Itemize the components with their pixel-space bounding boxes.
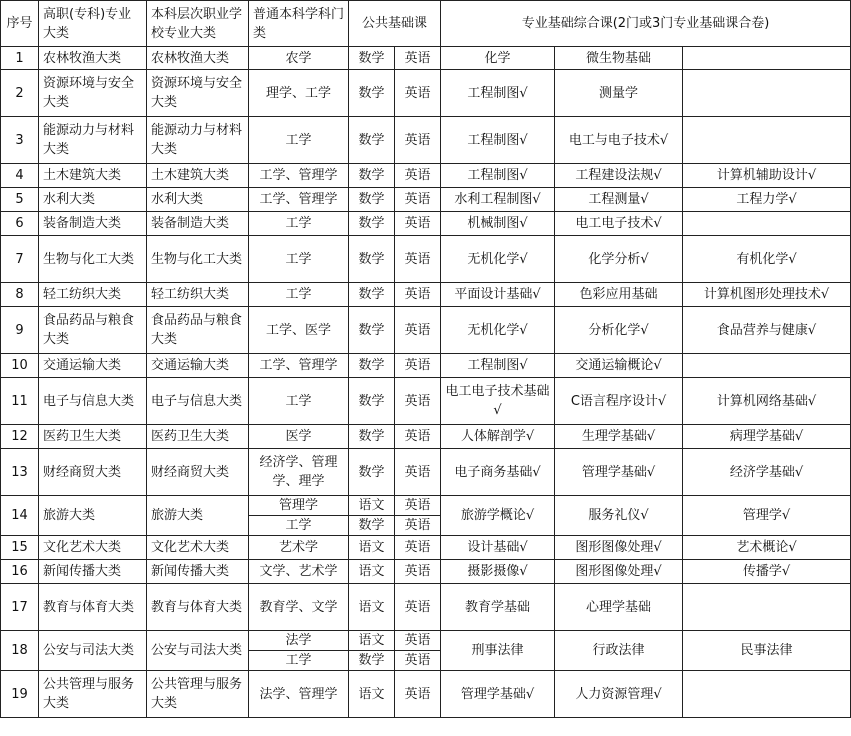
undergrad-discipline: 法学 (249, 631, 349, 651)
public-course-1: 数学 (349, 212, 395, 236)
professional-course-1: 工程制图√ (441, 117, 555, 164)
public-course-2: 英语 (395, 651, 441, 671)
public-course-1: 语文 (349, 560, 395, 584)
table-row (1, 164, 851, 188)
undergrad-vocational-category: 电子与信息大类 (147, 378, 249, 425)
vocational-category: 土木建筑大类 (39, 164, 147, 188)
professional-course-2: C语言程序设计√ (555, 378, 683, 425)
professional-course-1: 无机化学√ (441, 307, 555, 354)
header-vocational: 高职(专科)专业大类 (39, 1, 147, 47)
professional-course-3 (683, 70, 851, 117)
public-course-1: 语文 (349, 671, 395, 718)
row-number: 11 (1, 378, 39, 425)
vocational-category: 公共管理与服务大类 (39, 671, 147, 718)
row-number: 14 (1, 496, 39, 536)
table-row (1, 188, 851, 212)
professional-course-1: 电子商务基础√ (441, 449, 555, 496)
table-row (1, 449, 851, 496)
row-number: 16 (1, 560, 39, 584)
professional-course-1: 旅游学概论√ (441, 496, 555, 536)
undergrad-discipline: 经济学、管理学、理学 (249, 449, 349, 496)
public-course-2: 英语 (395, 536, 441, 560)
public-course-2: 英语 (395, 307, 441, 354)
public-course-2: 英语 (395, 560, 441, 584)
vocational-category: 资源环境与安全大类 (39, 70, 147, 117)
undergrad-discipline: 工学 (249, 378, 349, 425)
undergrad-discipline: 艺术学 (249, 536, 349, 560)
public-course-1: 数学 (349, 307, 395, 354)
professional-course-1: 化学 (441, 47, 555, 70)
professional-course-3: 计算机图形处理技术√ (683, 283, 851, 307)
public-course-1: 数学 (349, 236, 395, 283)
public-course-1: 数学 (349, 651, 395, 671)
table-row (1, 212, 851, 236)
professional-course-1: 人体解剖学√ (441, 425, 555, 449)
public-course-2: 英语 (395, 584, 441, 631)
public-course-1: 数学 (349, 449, 395, 496)
vocational-category: 轻工纺织大类 (39, 283, 147, 307)
professional-course-1: 教育学基础 (441, 584, 555, 631)
undergrad-discipline: 工学 (249, 516, 349, 536)
header-public: 公共基础课 (349, 1, 441, 47)
table-row (1, 631, 851, 651)
undergrad-vocational-category: 文化艺术大类 (147, 536, 249, 560)
professional-course-2: 图形图像处理√ (555, 536, 683, 560)
table-row (1, 307, 851, 354)
header-undergrad: 普通本科学科门类 (249, 1, 349, 47)
undergrad-discipline: 工学、医学 (249, 307, 349, 354)
professional-course-3: 病理学基础√ (683, 425, 851, 449)
public-course-1: 语文 (349, 631, 395, 651)
professional-course-1: 平面设计基础√ (441, 283, 555, 307)
header-no: 序号 (1, 1, 39, 47)
professional-course-1: 刑事法律 (441, 631, 555, 671)
public-course-2: 英语 (395, 354, 441, 378)
public-course-1: 数学 (349, 378, 395, 425)
professional-course-2: 工程测量√ (555, 188, 683, 212)
professional-course-2: 色彩应用基础 (555, 283, 683, 307)
public-course-2: 英语 (395, 117, 441, 164)
row-number: 9 (1, 307, 39, 354)
table-row (1, 378, 851, 425)
professional-course-3: 工程力学√ (683, 188, 851, 212)
public-course-1: 数学 (349, 283, 395, 307)
undergrad-discipline: 工学 (249, 651, 349, 671)
public-course-1: 语文 (349, 584, 395, 631)
professional-course-1: 水利工程制图√ (441, 188, 555, 212)
table-row (1, 496, 851, 516)
undergrad-discipline: 工学、管理学 (249, 164, 349, 188)
undergrad-discipline: 管理学 (249, 496, 349, 516)
undergrad-vocational-category: 水利大类 (147, 188, 249, 212)
header-row (1, 1, 851, 47)
vocational-category: 农林牧渔大类 (39, 47, 147, 70)
public-course-2: 英语 (395, 236, 441, 283)
professional-course-1: 管理学基础√ (441, 671, 555, 718)
undergrad-discipline: 工学、管理学 (249, 188, 349, 212)
public-course-1: 数学 (349, 164, 395, 188)
row-number: 2 (1, 70, 39, 117)
public-course-1: 语文 (349, 536, 395, 560)
undergrad-vocational-category: 旅游大类 (147, 496, 249, 536)
vocational-category: 教育与体育大类 (39, 584, 147, 631)
professional-course-2: 生理学基础√ (555, 425, 683, 449)
professional-course-3: 计算机辅助设计√ (683, 164, 851, 188)
professional-course-1: 机械制图√ (441, 212, 555, 236)
undergrad-vocational-category: 公共管理与服务大类 (147, 671, 249, 718)
undergrad-vocational-category: 食品药品与粮食大类 (147, 307, 249, 354)
public-course-2: 英语 (395, 164, 441, 188)
professional-course-3: 有机化学√ (683, 236, 851, 283)
row-number: 3 (1, 117, 39, 164)
table-row (1, 70, 851, 117)
vocational-category: 水利大类 (39, 188, 147, 212)
professional-course-3 (683, 47, 851, 70)
professional-course-2: 电工电子技术√ (555, 212, 683, 236)
undergrad-discipline: 工学 (249, 117, 349, 164)
professional-course-1: 工程制图√ (441, 70, 555, 117)
public-course-1: 数学 (349, 47, 395, 70)
table-body (1, 47, 851, 718)
professional-course-2: 图形图像处理√ (555, 560, 683, 584)
public-course-1: 数学 (349, 354, 395, 378)
public-course-1: 数学 (349, 425, 395, 449)
professional-course-2: 化学分析√ (555, 236, 683, 283)
professional-course-3 (683, 117, 851, 164)
professional-course-3 (683, 584, 851, 631)
public-course-2: 英语 (395, 378, 441, 425)
row-number: 5 (1, 188, 39, 212)
professional-course-3 (683, 212, 851, 236)
professional-course-2: 心理学基础 (555, 584, 683, 631)
vocational-category: 电子与信息大类 (39, 378, 147, 425)
undergrad-discipline: 农学 (249, 47, 349, 70)
row-number: 19 (1, 671, 39, 718)
professional-course-3: 计算机网络基础√ (683, 378, 851, 425)
table-row (1, 236, 851, 283)
professional-course-2: 人力资源管理√ (555, 671, 683, 718)
undergrad-discipline: 文学、艺术学 (249, 560, 349, 584)
vocational-category: 公安与司法大类 (39, 631, 147, 671)
vocational-category: 医药卫生大类 (39, 425, 147, 449)
public-course-2: 英语 (395, 671, 441, 718)
table-row (1, 536, 851, 560)
table-row (1, 47, 851, 70)
row-number: 7 (1, 236, 39, 283)
undergrad-vocational-category: 能源动力与材料大类 (147, 117, 249, 164)
professional-course-3: 管理学√ (683, 496, 851, 536)
undergrad-vocational-category: 装备制造大类 (147, 212, 249, 236)
undergrad-discipline: 工学 (249, 212, 349, 236)
undergrad-discipline: 法学、管理学 (249, 671, 349, 718)
professional-course-2: 电工与电子技术√ (555, 117, 683, 164)
professional-course-2: 分析化学√ (555, 307, 683, 354)
public-course-2: 英语 (395, 47, 441, 70)
undergrad-vocational-category: 交通运输大类 (147, 354, 249, 378)
public-course-1: 数学 (349, 70, 395, 117)
vocational-category: 财经商贸大类 (39, 449, 147, 496)
undergrad-discipline: 理学、工学 (249, 70, 349, 117)
professional-course-2: 微生物基础 (555, 47, 683, 70)
table-row (1, 584, 851, 631)
undergrad-vocational-category: 新闻传播大类 (147, 560, 249, 584)
header-undergrad-vocational: 本科层次职业学校专业大类 (147, 1, 249, 47)
vocational-category: 交通运输大类 (39, 354, 147, 378)
public-course-1: 数学 (349, 188, 395, 212)
vocational-category: 旅游大类 (39, 496, 147, 536)
professional-course-3: 传播学√ (683, 560, 851, 584)
public-course-2: 英语 (395, 188, 441, 212)
row-number: 8 (1, 283, 39, 307)
undergrad-vocational-category: 医药卫生大类 (147, 425, 249, 449)
professional-course-3 (683, 671, 851, 718)
undergrad-vocational-category: 农林牧渔大类 (147, 47, 249, 70)
undergrad-vocational-category: 财经商贸大类 (147, 449, 249, 496)
row-number: 6 (1, 212, 39, 236)
undergrad-vocational-category: 公安与司法大类 (147, 631, 249, 671)
undergrad-vocational-category: 教育与体育大类 (147, 584, 249, 631)
public-course-2: 英语 (395, 283, 441, 307)
professional-course-1: 工程制图√ (441, 164, 555, 188)
professional-course-2: 行政法律 (555, 631, 683, 671)
professional-course-2: 交通运输概论√ (555, 354, 683, 378)
public-course-2: 英语 (395, 449, 441, 496)
professional-course-2: 测量学 (555, 70, 683, 117)
undergrad-vocational-category: 轻工纺织大类 (147, 283, 249, 307)
row-number: 4 (1, 164, 39, 188)
undergrad-discipline: 医学 (249, 425, 349, 449)
table-row (1, 117, 851, 164)
undergrad-discipline: 工学、管理学 (249, 354, 349, 378)
professional-course-3: 经济学基础√ (683, 449, 851, 496)
vocational-category: 新闻传播大类 (39, 560, 147, 584)
vocational-category: 食品药品与粮食大类 (39, 307, 147, 354)
public-course-2: 英语 (395, 70, 441, 117)
public-course-1: 语文 (349, 496, 395, 516)
table-row (1, 671, 851, 718)
professional-course-3: 民事法律 (683, 631, 851, 671)
public-course-2: 英语 (395, 212, 441, 236)
row-number: 18 (1, 631, 39, 671)
table-row (1, 283, 851, 307)
row-number: 15 (1, 536, 39, 560)
professional-course-2: 管理学基础√ (555, 449, 683, 496)
professional-course-3: 艺术概论√ (683, 536, 851, 560)
row-number: 12 (1, 425, 39, 449)
undergrad-discipline: 教育学、文学 (249, 584, 349, 631)
row-number: 10 (1, 354, 39, 378)
vocational-category: 文化艺术大类 (39, 536, 147, 560)
vocational-category: 能源动力与材料大类 (39, 117, 147, 164)
row-number: 1 (1, 47, 39, 70)
public-course-2: 英语 (395, 516, 441, 536)
professional-course-1: 设计基础√ (441, 536, 555, 560)
vocational-category: 生物与化工大类 (39, 236, 147, 283)
professional-course-2: 工程建设法规√ (555, 164, 683, 188)
undergrad-vocational-category: 资源环境与安全大类 (147, 70, 249, 117)
undergrad-vocational-category: 土木建筑大类 (147, 164, 249, 188)
table-row (1, 425, 851, 449)
row-number: 17 (1, 584, 39, 631)
public-course-2: 英语 (395, 631, 441, 651)
undergrad-discipline: 工学 (249, 283, 349, 307)
professional-course-3: 食品营养与健康√ (683, 307, 851, 354)
professional-course-2: 服务礼仪√ (555, 496, 683, 536)
professional-course-1: 工程制图√ (441, 354, 555, 378)
table-row (1, 354, 851, 378)
table-row (1, 560, 851, 584)
vocational-category: 装备制造大类 (39, 212, 147, 236)
header-professional: 专业基础综合课(2门或3门专业基础课合卷) (441, 1, 851, 47)
professional-course-1: 摄影摄像√ (441, 560, 555, 584)
public-course-2: 英语 (395, 425, 441, 449)
public-course-1: 数学 (349, 117, 395, 164)
public-course-1: 数学 (349, 516, 395, 536)
professional-course-1: 无机化学√ (441, 236, 555, 283)
public-course-2: 英语 (395, 496, 441, 516)
professional-course-1: 电工电子技术基础√ (441, 378, 555, 425)
row-number: 13 (1, 449, 39, 496)
undergrad-vocational-category: 生物与化工大类 (147, 236, 249, 283)
professional-course-3 (683, 354, 851, 378)
undergrad-discipline: 工学 (249, 236, 349, 283)
